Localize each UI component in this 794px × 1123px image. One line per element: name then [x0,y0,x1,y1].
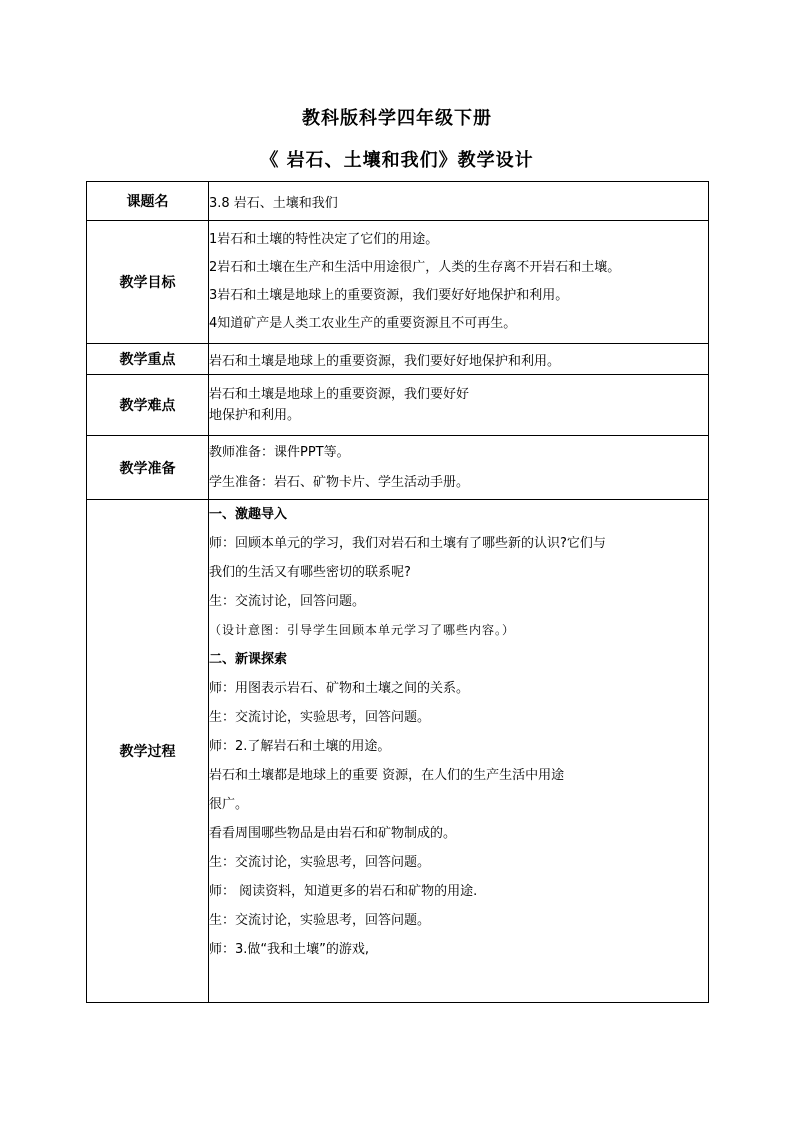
process-line: 生：交流讨论，实验思考，回答问题。 [209,710,431,725]
process-line: 生：交流讨论，实验思考，回答问题。 [209,855,431,870]
process-line: 生：交流讨论，回答问题。 [209,594,366,609]
process-label: 教学过程 [87,500,209,1003]
document-subtitle: 《 岩石、土壤和我们》教学设计 [260,150,534,171]
key-point-value: 岩石和土壤是地球上的重要资源，我们要好好地保护和利用。 [209,344,709,375]
table-row-difficulty [87,375,709,436]
preparation-line: 教师准备：课件PPT等。 [209,444,350,460]
process-heading: 二、新课探索 [209,652,288,667]
process-line: 岩石和土壤都是地球上的重要 资源，在人们的生产生活中用途 [209,768,565,783]
process-line: 看看周围哪些物品是由岩石和矿物制成的。 [209,826,457,841]
goal-line: 3岩石和土壤是地球上的重要资源，我们要好好地保护和利用。 [209,288,569,303]
key-point-label: 教学重点 [87,344,209,375]
process-line: 师：回顾本单元的学习，我们对岩石和土壤有了哪些新的认识?它们与 [209,536,606,551]
topic-value: 3.8 岩石、土壤和我们 [209,182,709,221]
process-line: 我们的生活又有哪些密切的联系呢? [209,565,411,580]
table-row-process [87,500,709,1003]
difficulty-label: 教学难点 [87,375,209,436]
process-line: 师：3.做“我和土壤”的游戏, [209,942,370,957]
design-intent-note: （设计意图：引导学生回顾本单元学习了哪些内容。） [209,623,516,637]
difficulty-line: 岩石和土壤是地球上的重要资源，我们要好好 [209,387,470,402]
goal-line: 4知道矿产是人类工农业生产的重要资源且不可再生。 [209,316,517,331]
preparation-label: 教学准备 [87,436,209,500]
table-row-goals [87,221,709,344]
process-line: 生：交流讨论，实验思考，回答问题。 [209,913,431,928]
goal-line: 1岩石和土壤的特性决定了它们的用途。 [209,232,439,247]
table-row-topic [87,182,709,221]
process-heading: 一、激趣导入 [209,507,288,522]
lesson-plan-table [86,181,709,1003]
goals-content [209,221,709,344]
process-content [209,500,709,1003]
preparation-content [209,436,709,500]
document-title: 教科版科学四年级下册 [302,108,492,129]
process-line: 师：用图表示岩石、矿物和土壤之间的关系。 [209,681,470,696]
topic-label: 课题名 [87,182,209,221]
goal-line: 2岩石和土壤在生产和生活中用途很广，人类的生存离不开岩石和土壤。 [209,260,621,275]
preparation-line: 学生准备：岩石、矿物卡片、学生活动手册。 [209,474,470,490]
table-row-key-point [87,344,709,375]
difficulty-line: 地保护和利用。 [209,408,301,423]
difficulty-content [209,375,709,436]
process-line: 师：2.了解岩石和土壤的用途。 [209,739,391,754]
process-line: 师： 阅读资料，知道更多的岩石和矿物的用途. [209,884,478,899]
process-line: 很广。 [209,797,249,812]
table-row-preparation [87,436,709,500]
goals-label: 教学目标 [87,221,209,344]
